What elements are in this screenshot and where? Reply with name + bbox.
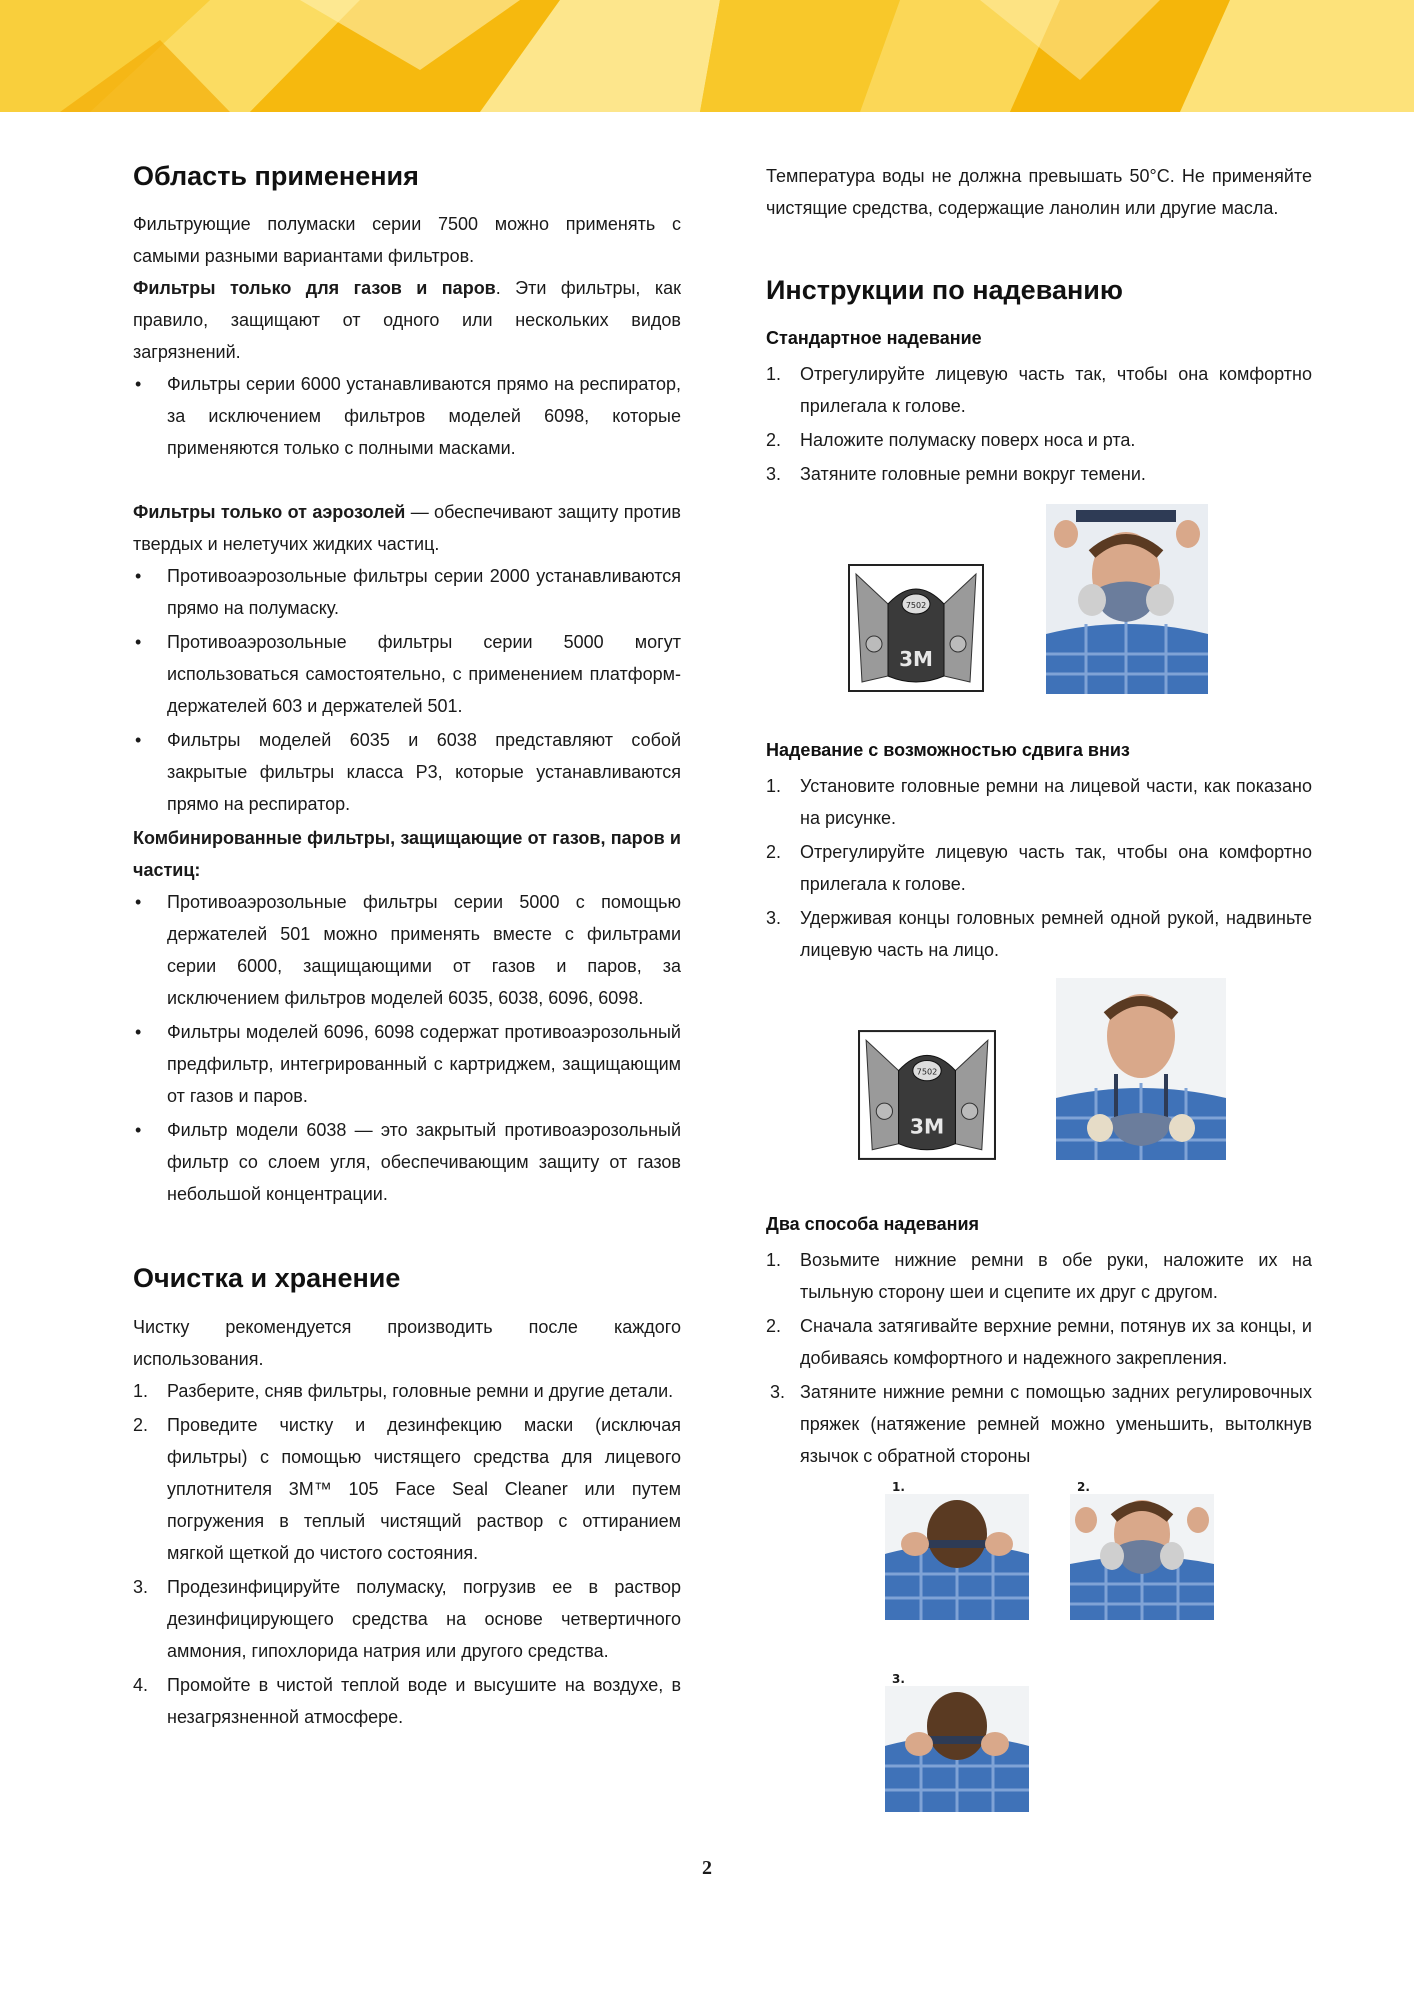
- two-ways-donning-figures: [766, 1476, 1312, 1816]
- combined-filters-paragraph: [133, 822, 681, 886]
- list-item: • Противоаэрозольные фильтры серии 5000 могут использоваться самостоятельно, с применением платформ-держателей 603 и держателей 501.: [133, 626, 681, 722]
- standard-donning-photo: [1046, 504, 1208, 694]
- step-item: [766, 358, 1312, 422]
- step-item: [766, 1376, 1312, 1472]
- right-column: [766, 160, 1312, 1816]
- dropdown-donning-steps: [766, 770, 1312, 966]
- step-item: [133, 1571, 681, 1667]
- mask-brand-label: 3M: [899, 647, 933, 672]
- step-item: [766, 902, 1312, 966]
- step-item: [766, 458, 1312, 490]
- combined-filters-list: [133, 886, 681, 1210]
- gas-filters-list: [133, 368, 681, 464]
- cleaning-intro: Чистку рекомендуется производить после каждого использования.: [133, 1316, 681, 1369]
- photo-label: 1.: [892, 1480, 905, 1495]
- step-number: 3.: [766, 464, 782, 485]
- step-number: 1.: [766, 364, 782, 385]
- step-text: Разберите, сняв фильтры, головные ремни и другие детали.: [167, 1380, 674, 1401]
- mask-diagram: [858, 1030, 996, 1160]
- photo-label: 2.: [1077, 1480, 1090, 1495]
- mask-diagram: [848, 564, 984, 692]
- step-item: [133, 1669, 681, 1733]
- step-number: 3.: [770, 1382, 786, 1403]
- step-text: Установите головные ремни на лицевой части, как показано на рисунке.: [800, 776, 1312, 829]
- standard-donning-steps: [766, 358, 1312, 490]
- scope-intro: Фильтрующие полумаски серии 7500 можно применять с самыми разными вариантами фильтров.: [133, 214, 681, 267]
- list-item: • Фильтры моделей 6035 и 6038 представляют собой закрытые фильтры класса Р3, которые устанавливаются прямо на респиратор.: [133, 724, 681, 820]
- gas-filters-paragraph: [133, 272, 681, 368]
- step-item: [766, 1310, 1312, 1374]
- aerosol-filters-paragraph: [133, 496, 681, 560]
- dropdown-donning-title: Надевание с возможностью сдвига вниз: [766, 740, 1130, 761]
- step-number: 4.: [133, 1674, 149, 1695]
- page-number: 2: [702, 1857, 712, 1879]
- cleaning-steps: [133, 1375, 681, 1733]
- step-text: Промойте в чистой теплой воде и высушите на воздухе, в незагрязненной атмосфере.: [167, 1674, 681, 1727]
- step-number: 2.: [766, 1316, 782, 1337]
- aerosol-filters-text: — обеспечивают защиту против твердых и нелетучих жидких частиц.: [133, 502, 681, 555]
- combined-filters-heading: Комбинированные фильтры, защищающие от газов, паров и частиц:: [133, 828, 681, 881]
- two-ways-photo-2: [1070, 1494, 1214, 1620]
- aerosol-filters-list: [133, 560, 681, 820]
- step-item: [766, 836, 1312, 900]
- step-text: Возьмите нижние ремни в обе руки, наложите их на тыльную сторону шеи и сцепите их друг с другом.: [800, 1250, 1312, 1303]
- donning-title: Инструкции по надеванию: [766, 275, 1123, 305]
- list-item: • Противоаэрозольные фильтры серии 5000 с помощью держателей 501 можно применять вместе с фильтрами серии 6000, защищающими от газов и паров, за исключением фильтров моделей 6035, 6038, 6096, 6098.: [133, 886, 681, 1014]
- two-ways-photo-3: [885, 1686, 1029, 1812]
- step-number: 3.: [766, 908, 782, 929]
- step-item: [766, 424, 1312, 456]
- top-banner: [0, 0, 1414, 112]
- two-ways-photo-1: [885, 1494, 1029, 1620]
- water-temperature-note: Температура воды не должна превышать 50°С. Не применяйте чистящие средства, содержащие ланолин или другие масла.: [766, 166, 1312, 218]
- standard-donning-figures: [766, 504, 1312, 724]
- mask-model-label: 7502: [916, 1067, 938, 1078]
- step-number: 2.: [133, 1414, 149, 1435]
- two-ways-donning-title: Два способа надевания: [766, 1214, 980, 1235]
- step-text: Наложите полумаску поверх носа и рта.: [800, 430, 1136, 451]
- scope-title: Область применения: [133, 161, 419, 191]
- aerosol-filters-heading: Фильтры только от аэрозолей: [133, 502, 406, 523]
- cleaning-title: Очистка и хранение: [133, 1263, 401, 1294]
- list-item: • Противоаэрозольные фильтры серии 2000 устанавливаются прямо на полумаску.: [133, 560, 681, 624]
- step-text: Удерживая концы головных ремней одной рукой, надвиньте лицевую часть на лицо.: [800, 908, 1312, 961]
- step-text: Продезинфицируйте полумаску, погрузив ее в раствор дезинфицирующего средства на основе четвертичного аммония, гипохлорида натрия или другого средства.: [167, 1576, 681, 1661]
- gas-filters-heading: Фильтры только для газов и паров: [133, 278, 496, 299]
- gas-filters-text: . Эти фильтры, как правило, защищают от одного или нескольких видов загрязнений.: [133, 278, 681, 363]
- mask-brand-label: 3M: [909, 1114, 945, 1139]
- step-number: 2.: [766, 842, 782, 863]
- step-text: Отрегулируйте лицевую часть так, чтобы она комфортно прилегала к голове.: [800, 364, 1312, 417]
- step-item: [133, 1375, 681, 1407]
- step-number: 1.: [766, 1250, 782, 1271]
- step-text: Проведите чистку и дезинфекцию маски (исключая фильтры) с помощью чистящего средства для лицевого уплотнителя 3М™ 105 Face Seal Cleaner или путем погружения в теплый чистящий раствор с оттиранием мягкой щеткой до чистого состояния.: [167, 1414, 681, 1563]
- standard-donning-title: Стандартное надевание: [766, 328, 982, 349]
- dropdown-donning-figures: [766, 978, 1312, 1178]
- photo-label: 3.: [892, 1672, 905, 1687]
- step-item: [766, 770, 1312, 834]
- step-item: [766, 1244, 1312, 1308]
- step-text: Затяните нижние ремни с помощью задних регулировочных пряжек (натяжение ремней можно уменьшить, вытолкнув язычок с обратной стороны: [800, 1382, 1312, 1467]
- dropdown-donning-photo: [1056, 978, 1226, 1160]
- step-text: Сначала затягивайте верхние ремни, потянув их за концы, и добиваясь комфортного и надежного закрепления.: [800, 1316, 1312, 1369]
- step-number: 1.: [766, 776, 782, 797]
- mask-model-label: 7502: [905, 601, 927, 611]
- step-item: [133, 1409, 681, 1569]
- step-text: Затяните головные ремни вокруг темени.: [800, 464, 1146, 485]
- step-number: 2.: [766, 430, 782, 451]
- list-item: • Фильтры серии 6000 устанавливаются прямо на респиратор, за исключением фильтров моделей 6098, которые применяются только с полными масками.: [133, 368, 681, 464]
- step-text: Отрегулируйте лицевую часть так, чтобы она комфортно прилегала к голове.: [800, 842, 1312, 895]
- list-item: • Фильтр модели 6038 — это закрытый противоаэрозольный фильтр со слоем угля, обеспечивающим защиту от газов небольшой концентрации.: [133, 1114, 681, 1210]
- list-item: • Фильтры моделей 6096, 6098 содержат противоаэрозольный предфильтр, интегрированный с картриджем, защищающим от газов и паров.: [133, 1016, 681, 1112]
- step-number: 3.: [133, 1576, 149, 1597]
- left-column: [133, 160, 681, 1735]
- two-ways-donning-steps: [766, 1244, 1312, 1472]
- step-number: 1.: [133, 1380, 149, 1401]
